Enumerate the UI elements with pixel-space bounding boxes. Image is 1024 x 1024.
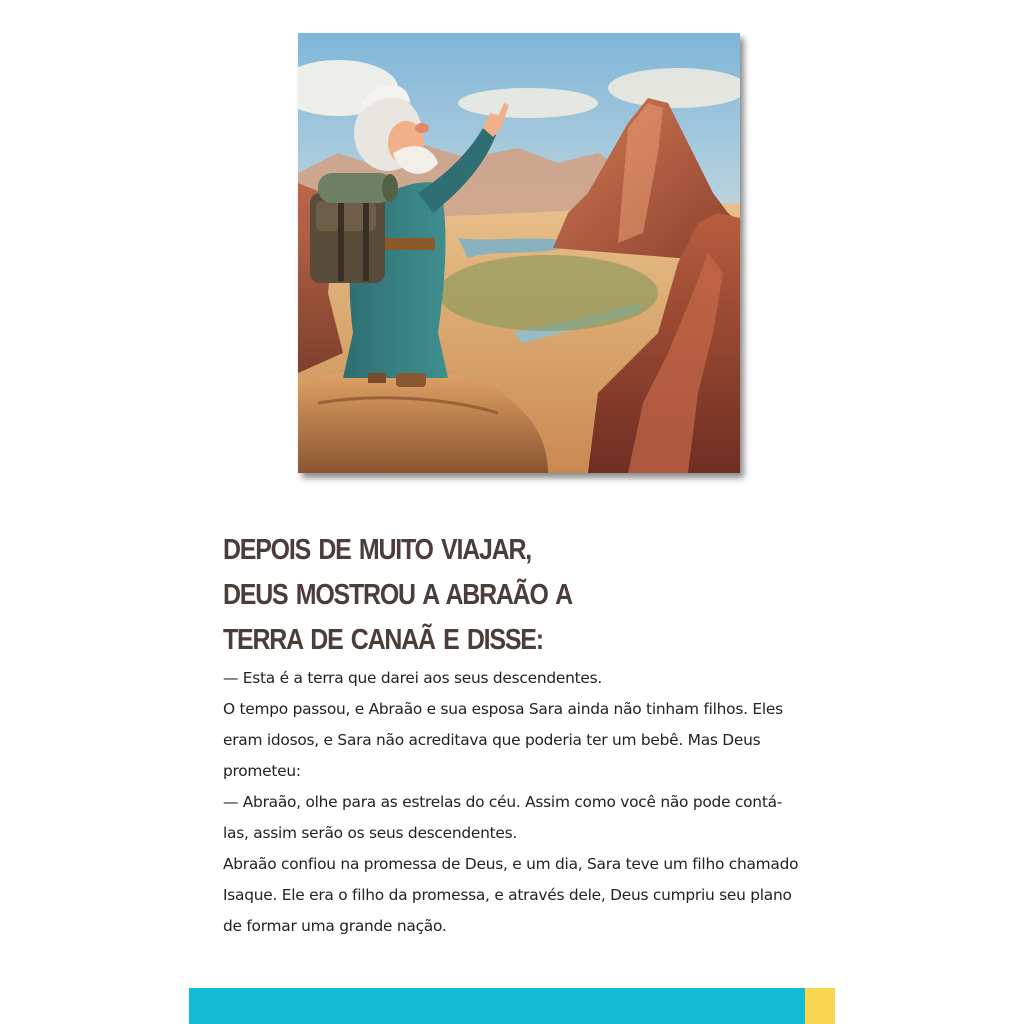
footer-bar	[189, 988, 805, 1024]
paragraph-stars: — Abraão, olhe para as estrelas do céu. Assim como você não pode contá-las, assim serão os seus descendentes.	[223, 793, 783, 842]
paragraph-isaac: Abraão confiou na promessa de Deus, e um dia, Sara teve um filho chamado Isaque. Ele era o filho da promessa, e através dele, Deus cumpriu seu plano de formar uma grande nação.	[223, 855, 799, 935]
paragraph-promise-land: — Esta é a terra que darei aos seus descendentes.	[223, 669, 603, 687]
story-illustration	[298, 33, 740, 473]
canyon-scene-image	[298, 33, 740, 473]
page-heading: DEPOIS DE MUITO VIAJAR, DEUS MOSTROU A ABRAÃO A TERRA DE CANAÃ E DISSE:	[223, 534, 571, 656]
paragraph-time-passed: O tempo passou, e Abraão e sua esposa Sara ainda não tinham filhos. Eles eram idosos, e Sara não acreditava que poderia ter um bebê. Mas Deus prometeu:	[223, 700, 783, 780]
footer-accent-block	[805, 988, 835, 1024]
story-body	[223, 663, 803, 942]
